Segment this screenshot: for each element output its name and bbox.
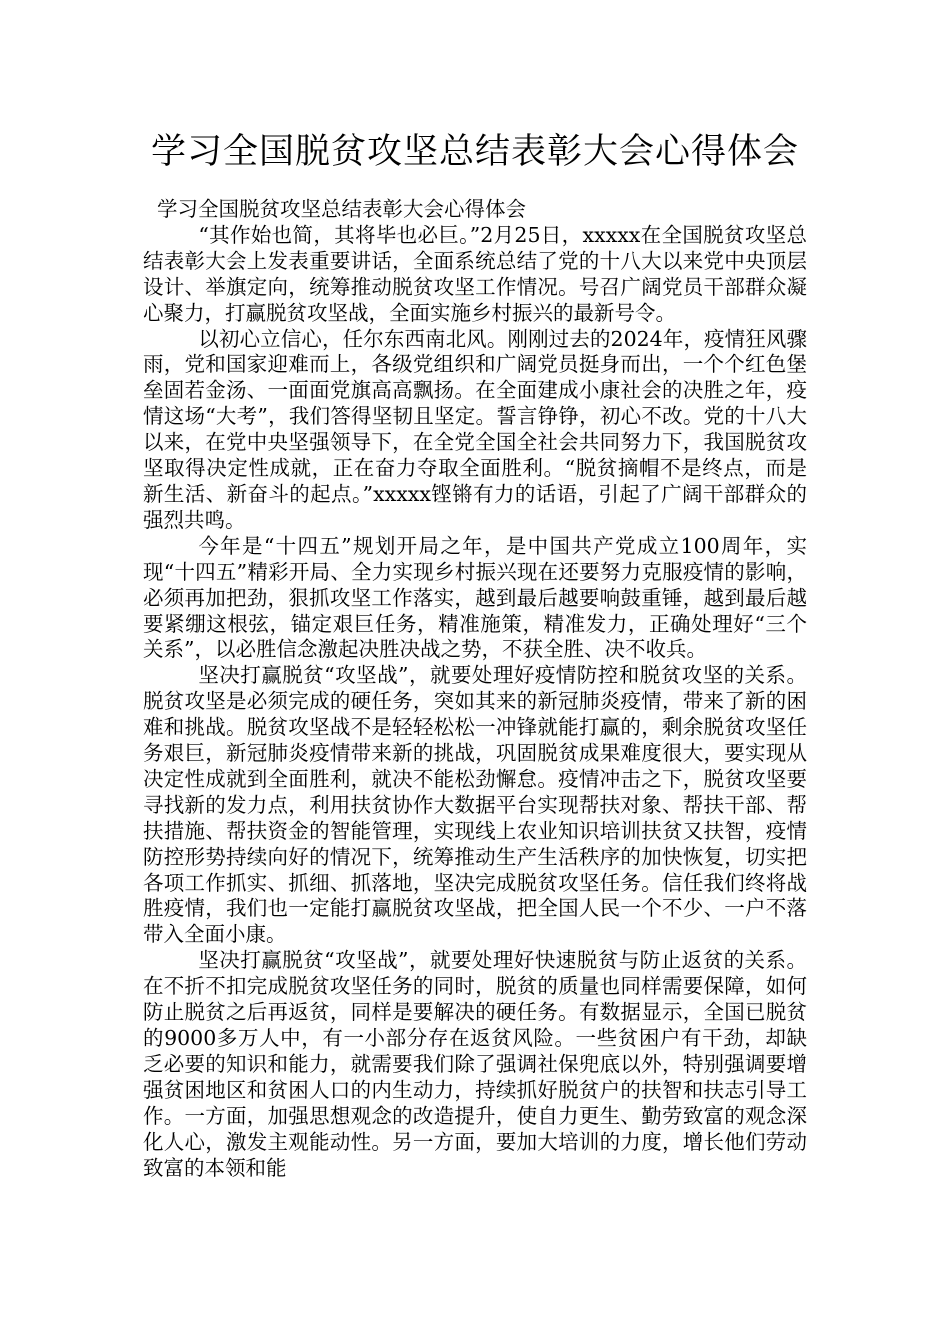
paragraph: 今年是“十四五”规划开局之年，是中国共产党成立100周年，实现“十四五”精彩开局、全力实现乡村振兴现在还要努力克服疫情的影响，必须再加把劲，狠抓攻坚工作落实，越到最后越要响鼓重锤，越到最后越要紧绷这根弦，锚定艰巨任务，精准施策，精准发力，正确处理好“三个关系”，以必胜信念激起决胜决战之势，不获全胜、决不收兵。	[143, 533, 807, 662]
paragraph: “其作始也简，其将毕也必巨。”2月25日，xxxxx在全国脱贫攻坚总结表彰大会上发表重要讲话，全面系统总结了党的十八大以来党中央顶层设计、举旗定向，统筹推动脱贫攻坚工作情况。号召广阔党员干部群众凝心聚力，打赢脱贫攻坚战，全面实施乡村振兴的最新号令。	[143, 222, 807, 325]
document-subtitle: 学习全国脱贫攻坚总结表彰大会心得体会	[157, 197, 526, 221]
paragraph: 坚决打赢脱贫“攻坚战”，就要处理好疫情防控和脱贫攻坚的关系。脱贫攻坚是必须完成的硬任务，突如其来的新冠肺炎疫情，带来了新的困难和挑战。脱贫攻坚战不是轻轻松松一冲锋就能打赢的，剩余脱贫攻坚任务艰巨，新冠肺炎疫情带来新的挑战，巩固脱贫成果难度很大，要实现从决定性成就到全面胜利，就决不能松劲懈怠。疫情冲击之下，脱贫攻坚要寻找新的发力点，利用扶贫协作大数据平台实现帮扶对象、帮扶干部、帮扶措施、帮扶资金的智能管理，实现线上农业知识培训扶贫又扶智，疫情防控形势持续向好的情况下，统筹推动生产生活秩序的加快恢复，切实把各项工作抓实、抓细、抓落地，坚决完成脱贫攻坚任务。信任我们终将战胜疫情，我们也一定能打赢脱贫攻坚战，把全国人民一个不少、一户不落带入全面小康。	[143, 663, 807, 947]
paragraph: 坚决打赢脱贫“攻坚战”，就要处理好快速脱贫与防止返贫的关系。在不折不扣完成脱贫攻坚任务的同时，脱贫的质量也同样需要保障，如何防止脱贫之后再返贫，同样是要解决的硬任务。有数据显示，全国已脱贫的9000多万人中，有一小部分存在返贫风险。一些贫困户有干劲，却缺乏必要的知识和能力，就需要我们除了强调社保兜底以外，特别强调要增强贫困地区和贫困人口的内生动力，持续抓好脱贫户的扶智和扶志引导工作。一方面，加强思想观念的改造提升，使自力更生、勤劳致富的观念深化人心，激发主观能动性。另一方面，要加大培训的力度，增长他们劳动致富的本领和能	[143, 948, 807, 1180]
document-body	[143, 197, 807, 1181]
document-title: 学习全国脱贫攻坚总结表彰大会心得体会	[150, 132, 799, 172]
paragraph: 以初心立信心，任尔东西南北风。刚刚过去的2024年，疫情狂风骤雨，党和国家迎难而上，各级党组织和广阔党员挺身而出，一个个红色堡垒固若金汤、一面面党旗高高飘扬。在全面建成小康社会的决胜之年，疫情这场“大考”，我们答得坚韧且坚定。誓言铮铮，初心不改。党的十八大以来，在党中央坚强领导下，在全党全国全社会共同努力下，我国脱贫攻坚取得决定性成就，正在奋力夺取全面胜利。“脱贫摘帽不是终点，而是新生活、新奋斗的起点。”xxxxx铿锵有力的话语，引起了广阔干部群众的强烈共鸣。	[143, 326, 807, 532]
